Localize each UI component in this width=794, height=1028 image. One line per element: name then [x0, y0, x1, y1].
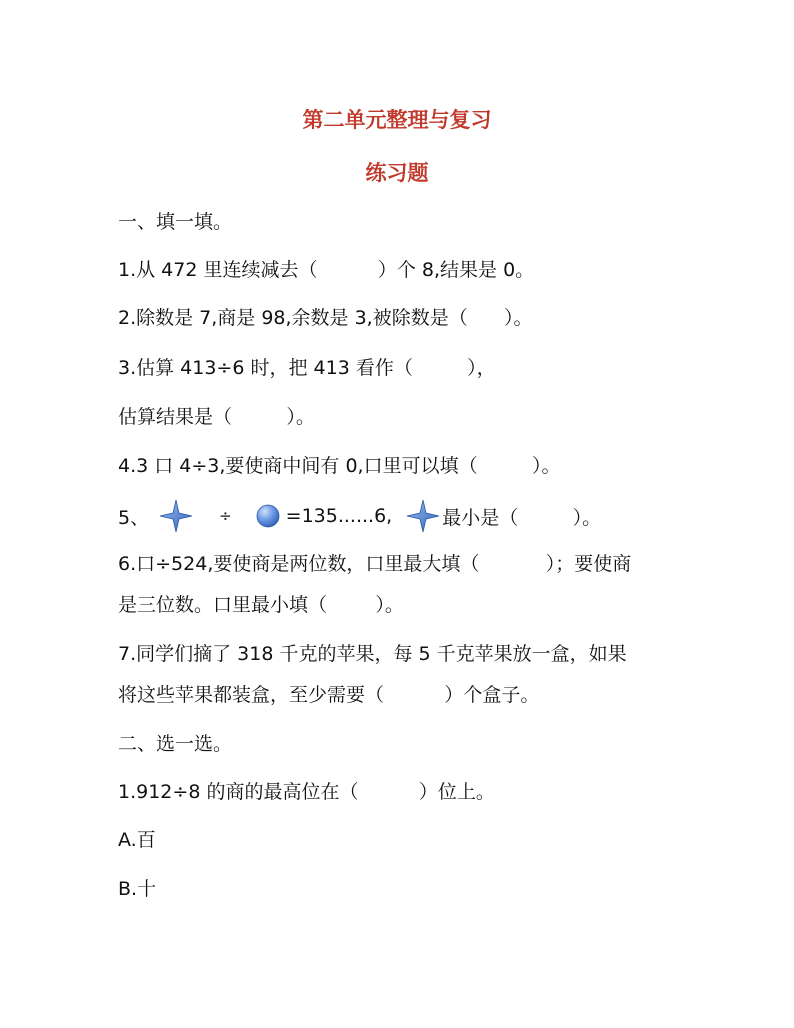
question-5 [118, 500, 601, 532]
four-point-star-icon [159, 499, 193, 533]
question-1: 1.从 472 里连续减去（ ）个 8,结果是 0。 [118, 259, 535, 281]
question-7-line2: 将这些苹果都装盒，至少需要（ ）个盒子。 [118, 684, 540, 706]
blue-circle-icon [256, 504, 280, 528]
question-7-line1: 7.同学们摘了 318 千克的苹果，每 5 千克苹果放一盒，如果 [118, 643, 627, 665]
question-3-line2: 估算结果是（ ）。 [118, 406, 315, 428]
option-a: A.百 [118, 829, 156, 851]
page-subtitle: 练习题 [365, 161, 429, 185]
question-5-equation: =135......6, [285, 505, 393, 527]
question-6-line1: 6.口÷524,要使商是两位数，口里最大填（ ）；要使商 [118, 553, 632, 575]
question-4: 4.3 口 4÷3,要使商中间有 0,口里可以填（ ）。 [118, 455, 561, 477]
page-title: 第二单元整理与复习 [302, 108, 492, 132]
question-3-line1: 3.估算 413÷6 时，把 413 看作（ ）， [118, 357, 496, 379]
question-2: 2.除数是 7,商是 98,余数是 3,被除数是（ ）。 [118, 307, 533, 329]
question-6-line2: 是三位数。口里最小填（ ）。 [118, 594, 404, 616]
division-sign: ÷ [219, 507, 232, 525]
section2-heading: 二、选一选。 [118, 733, 233, 755]
question-5-suffix: 最小是（ ）。 [442, 506, 602, 529]
option-b: B.十 [118, 878, 157, 900]
choice-question-1: 1.912÷8 的商的最高位在（ ）位上。 [118, 781, 495, 803]
section1-heading: 一、填一填。 [118, 211, 233, 233]
four-point-star-icon [406, 499, 440, 533]
question-5-prefix: 5、 [118, 506, 150, 529]
